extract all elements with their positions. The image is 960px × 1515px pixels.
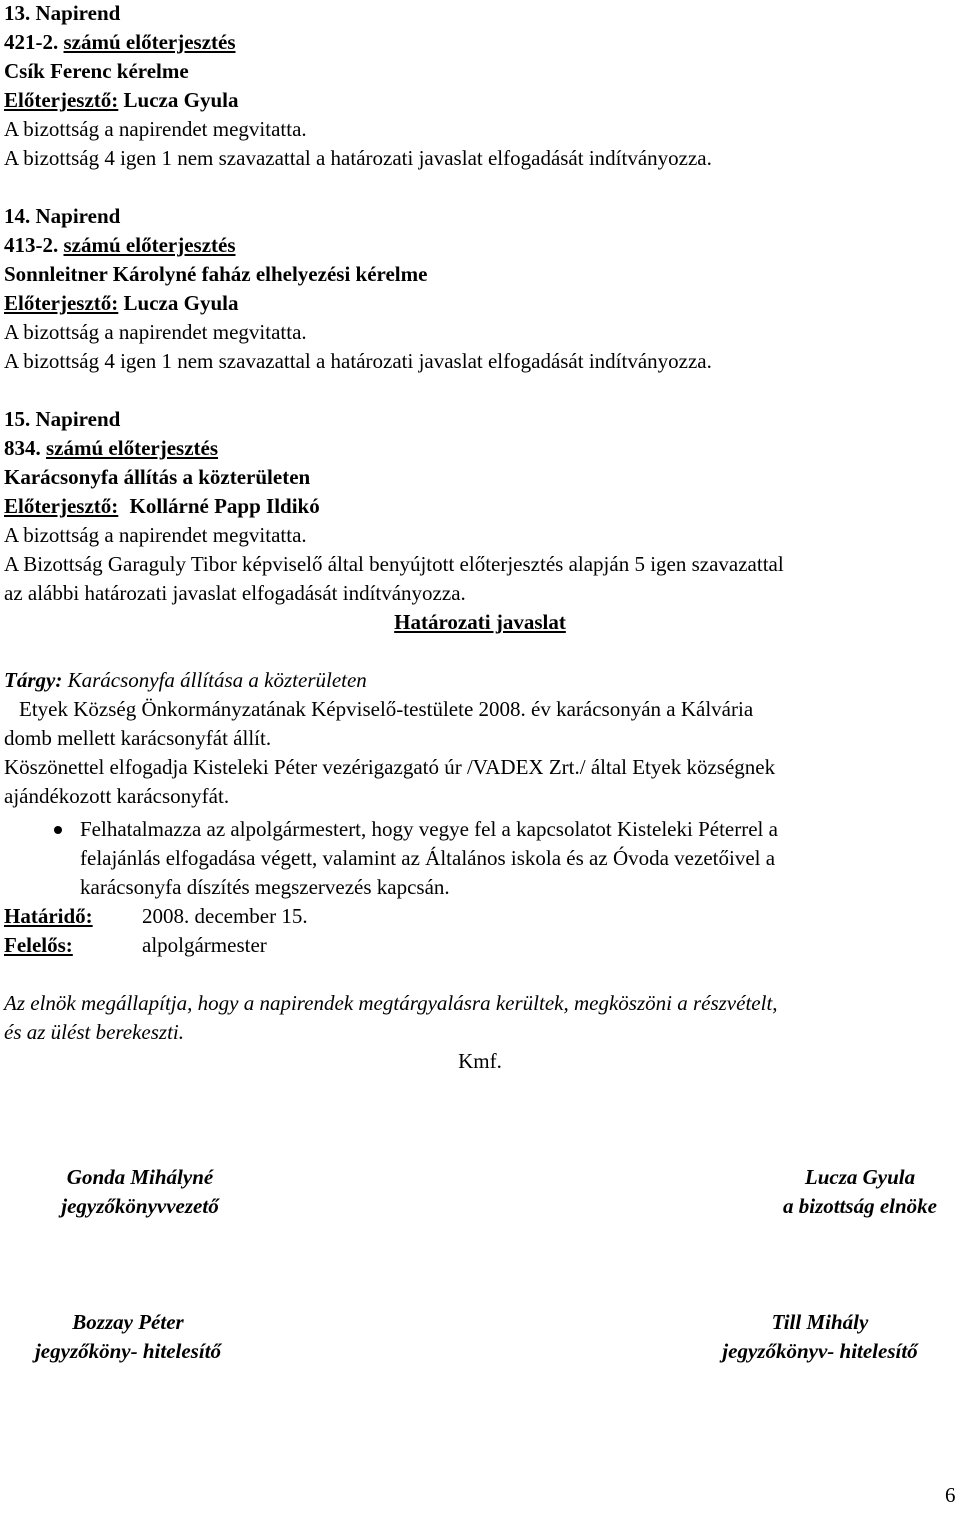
proposal-bullet-line3: karácsonyfa díszítés megszervezés kapcsán. <box>80 875 450 899</box>
proposal-para1-line2: domb mellett karácsonyfát állít. <box>4 726 272 750</box>
presenter-name: Lucza Gyula <box>123 291 239 315</box>
discussed-14: A bizottság a napirendet megvitatta. <box>4 320 307 344</box>
responsible-row <box>4 931 73 960</box>
decision-15-line1: A Bizottság Garaguly Tibor képviselő által benyújtott előterjesztés alapján 5 igen szavazattal <box>4 552 784 576</box>
subject-15: Karácsonyfa állítás a közterületen <box>4 465 311 489</box>
signature-name-3: Bozzay Péter <box>72 1310 184 1334</box>
doc-number: 413-2. <box>4 233 59 257</box>
subject-13: Csík Ferenc kérelme <box>4 59 189 83</box>
proposal-bullet-line2: felajánlás elfogadása végett, valamint az Általános iskola és az Óvoda vezetőivel a <box>80 846 776 870</box>
proposal-para1-line1: Etyek Község Önkormányzatának Képviselő-testülete 2008. év karácsonyán a Kálvária <box>19 697 754 721</box>
deadline-row <box>4 902 93 931</box>
subject-text: Karácsonyfa állítása a közterületen <box>67 668 367 692</box>
doc-ref-15 <box>4 434 218 463</box>
deadline-value: 2008. december 15. <box>142 904 308 928</box>
proposal-para2-line1: Köszönettel elfogadja Kisteleki Péter vezérigazgató úr /VADEX Zrt./ által Etyek községnek <box>4 755 776 779</box>
doc-label: számú előterjesztés <box>63 233 236 257</box>
discussed-13: A bizottság a napirendet megvitatta. <box>4 117 307 141</box>
doc-number: 421-2. <box>4 30 59 54</box>
presenter-name: Lucza Gyula <box>123 88 239 112</box>
doc-label: számú előterjesztés <box>46 436 218 460</box>
agenda-heading-15: 15. Napirend <box>4 407 121 431</box>
doc-ref-13 <box>4 28 236 57</box>
signature-name-2: Lucza Gyula <box>804 1165 916 1189</box>
responsible-label: Felelős: <box>4 933 73 957</box>
subject-label: Tárgy: <box>4 668 63 692</box>
closing-line2: és az ülést berekeszti. <box>4 1020 185 1044</box>
presenter-label: Előterjesztő: <box>4 494 119 518</box>
decision-15-line2: az alábbi határozati javaslat elfogadását indítványozza. <box>4 581 466 605</box>
presenter-label: Előterjesztő: <box>4 291 119 315</box>
agenda-heading-14: 14. Napirend <box>4 204 121 228</box>
doc-ref-14 <box>4 231 236 260</box>
presenter-name: Kollárné Papp Ildikó <box>129 494 320 518</box>
proposal-title: Határozati javaslat <box>394 610 566 634</box>
presenter-label: Előterjesztő: <box>4 88 119 112</box>
proposal-bullet-line1: Felhatalmazza az alpolgármestert, hogy vegye fel a kapcsolatot Kisteleki Péterrel a <box>80 817 778 841</box>
presenter-14 <box>4 289 238 318</box>
kmf: Kmf. <box>458 1049 502 1073</box>
agenda-heading-13: 13. Napirend <box>4 1 121 25</box>
signature-role-3: jegyzőköny- hitelesítő <box>34 1339 222 1363</box>
subject-14: Sonnleitner Károlyné faház elhelyezési kérelme <box>4 262 428 286</box>
page-number: 6 <box>945 1483 956 1507</box>
signature-name-4: Till Mihály <box>771 1310 869 1334</box>
signature-role-4: jegyzőkönyv- hitelesítő <box>722 1339 918 1363</box>
proposal-para2-line2: ajándékozott karácsonyfát. <box>4 784 230 808</box>
responsible-value: alpolgármester <box>142 933 267 957</box>
presenter-13 <box>4 86 238 115</box>
bullet-icon <box>54 826 62 834</box>
signature-name-1: Gonda Mihályné <box>66 1165 214 1189</box>
presenter-15 <box>4 492 320 521</box>
closing-line1: Az elnök megállapítja, hogy a napirendek megtárgyalásra kerültek, megköszöni a részvételt, <box>4 991 778 1015</box>
signature-role-1: jegyzőkönyvvezető <box>61 1194 219 1218</box>
proposal-subject <box>4 666 367 695</box>
decision-14: A bizottság 4 igen 1 nem szavazattal a határozati javaslat elfogadását indítványozza. <box>4 349 712 373</box>
deadline-label: Határidő: <box>4 904 93 928</box>
signature-role-2: a bizottság elnöke <box>782 1194 937 1218</box>
doc-number: 834. <box>4 436 41 460</box>
doc-label: számú előterjesztés <box>63 30 236 54</box>
discussed-15: A bizottság a napirendet megvitatta. <box>4 523 307 547</box>
decision-13: A bizottság 4 igen 1 nem szavazattal a határozati javaslat elfogadását indítványozza. <box>4 146 712 170</box>
